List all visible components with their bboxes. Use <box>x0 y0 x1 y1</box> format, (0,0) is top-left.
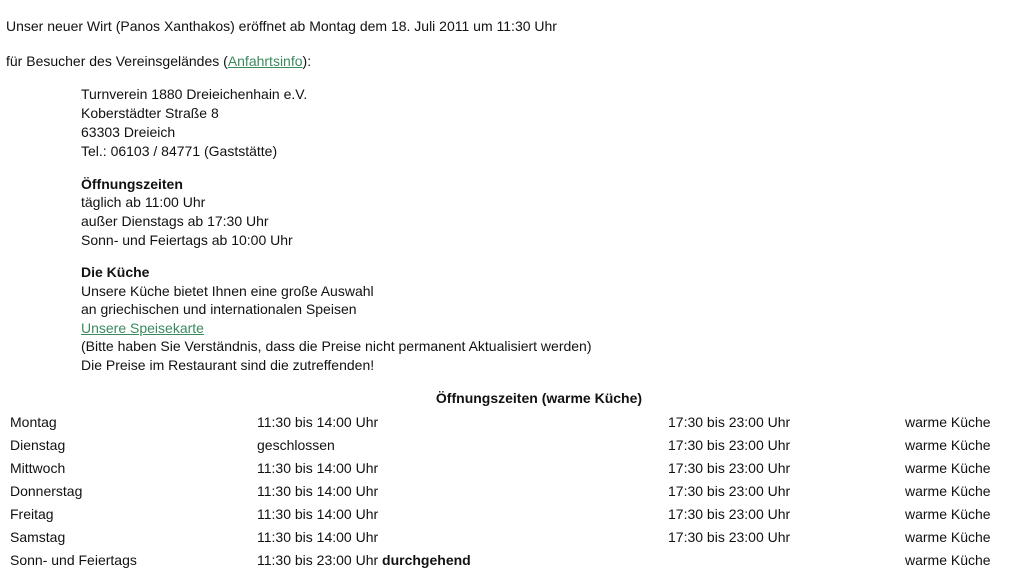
midday-cell <box>257 551 471 569</box>
day-cell: Samstag <box>10 529 66 545</box>
table-row <box>0 505 1024 528</box>
address-name: Turnverein 1880 Dreieichenhain e.V. <box>81 86 308 102</box>
address-phone: Tel.: 06103 / 84771 (Gaststätte) <box>81 143 278 159</box>
schedule-title: Öffnungszeiten (warme Küche) <box>435 390 643 406</box>
visitors-suffix: ): <box>302 53 312 69</box>
table-row <box>0 551 1024 574</box>
midday-cell: 11:30 bis 14:00 Uhr <box>257 506 379 522</box>
evening-cell: 17:30 bis 23:00 Uhr <box>668 483 791 499</box>
hours-line: Sonn- und Feiertags ab 10:00 Uhr <box>81 232 293 248</box>
intro-text: Unser neuer Wirt (Panos Xanthakos) eröffnet ab Montag dem 18. Juli 2011 um 11:30 Uhr <box>6 18 557 34</box>
kitchen-cell: warme Küche <box>905 529 991 545</box>
kitchen-cell: warme Küche <box>905 414 991 430</box>
kitchen-note: Die Preise im Restaurant sind die zutreffenden! <box>81 357 375 373</box>
visitors-line <box>6 52 311 70</box>
kitchen-note: (Bitte haben Sie Verständnis, dass die Preise nicht permanent Aktualisiert werden) <box>81 338 592 354</box>
table-row <box>0 436 1024 459</box>
midday-cell: geschlossen <box>257 437 335 453</box>
kitchen-line: an griechischen und internationalen Speisen <box>81 301 357 317</box>
hours-line: außer Dienstags ab 17:30 Uhr <box>81 213 269 229</box>
day-cell: Mittwoch <box>10 460 66 476</box>
kitchen-line: Unsere Küche bietet Ihnen eine große Auswahl <box>81 283 374 299</box>
midday-cell: 11:30 bis 14:00 Uhr <box>257 483 379 499</box>
day-cell: Sonn- und Feiertags <box>10 552 137 568</box>
evening-cell: 17:30 bis 23:00 Uhr <box>668 529 791 545</box>
evening-cell: 17:30 bis 23:00 Uhr <box>668 460 791 476</box>
midday-cell: 11:30 bis 14:00 Uhr <box>257 414 379 430</box>
kitchen-cell: warme Küche <box>905 552 991 568</box>
kitchen-cell: warme Küche <box>905 506 991 522</box>
table-row <box>0 528 1024 551</box>
midday-bold: durchgehend <box>382 552 471 568</box>
midday-cell: 11:30 bis 14:00 Uhr <box>257 460 379 476</box>
kitchen-cell: warme Küche <box>905 437 991 453</box>
table-row <box>0 482 1024 505</box>
midday-cell: 11:30 bis 14:00 Uhr <box>257 529 379 545</box>
hours-line: täglich ab 11:00 Uhr <box>81 194 206 210</box>
visitors-prefix: für Besucher des Vereinsgeländes ( <box>6 53 228 69</box>
address-city: 63303 Dreieich <box>81 124 176 140</box>
kitchen-cell: warme Küche <box>905 483 991 499</box>
day-cell: Dienstag <box>10 437 66 453</box>
evening-cell: 17:30 bis 23:00 Uhr <box>668 437 791 453</box>
table-row <box>0 413 1024 436</box>
day-cell: Freitag <box>10 506 54 522</box>
table-row <box>0 459 1024 482</box>
midday-text: 11:30 bis 23:00 Uhr <box>257 552 379 568</box>
day-cell: Montag <box>10 414 57 430</box>
address-street: Koberstädter Straße 8 <box>81 105 219 121</box>
directions-link[interactable]: Anfahrtsinfo <box>227 53 303 69</box>
hours-heading: Öffnungszeiten <box>81 176 183 192</box>
evening-cell: 17:30 bis 23:00 Uhr <box>668 414 791 430</box>
menu-link[interactable]: Unsere Speisekarte <box>81 320 204 336</box>
day-cell: Donnerstag <box>10 483 83 499</box>
evening-cell: 17:30 bis 23:00 Uhr <box>668 506 791 522</box>
kitchen-heading: Die Küche <box>81 264 150 280</box>
kitchen-cell: warme Küche <box>905 460 991 476</box>
